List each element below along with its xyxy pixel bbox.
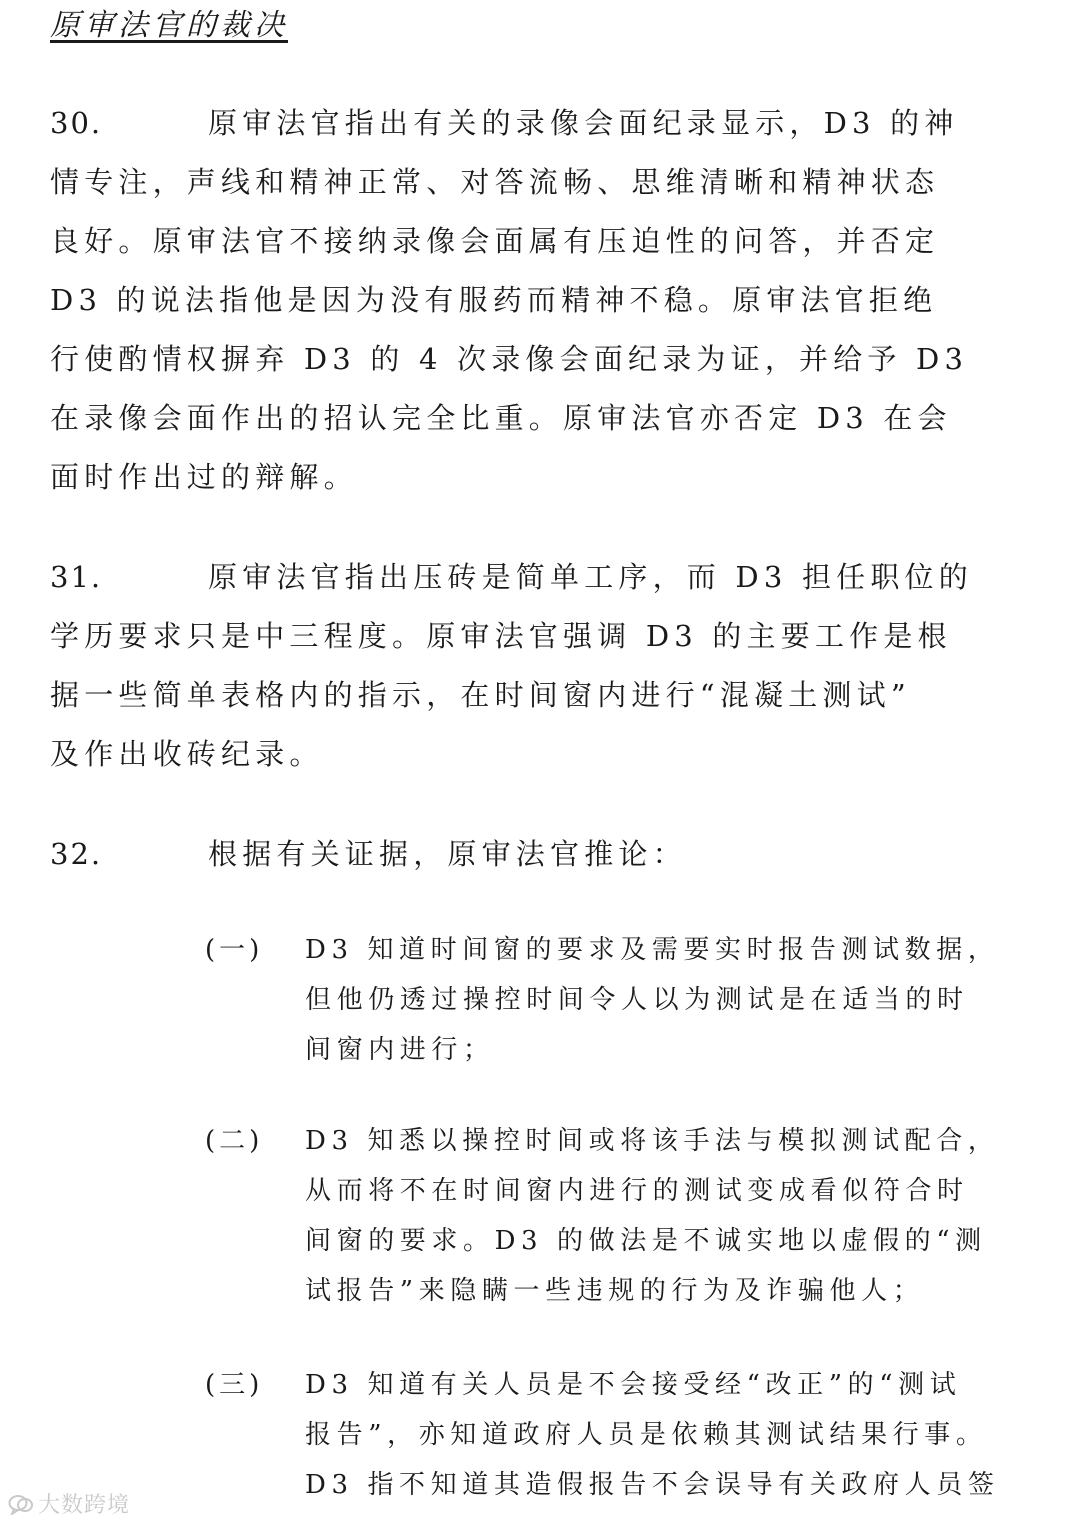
paragraph-number: 30. <box>50 106 103 140</box>
paragraph-32 <box>50 825 1030 884</box>
sub-item-line: D3 知悉以操控时间或将该手法与模拟测试配合， <box>305 1126 1000 1156</box>
sub-item-line: D3 知道有关人员是不会接受经“改正”的“测试 <box>305 1370 962 1400</box>
sub-item-body <box>305 925 1030 1075</box>
paragraph-line: 32. 根据有关证据，原审法官推论： <box>50 825 1030 884</box>
paragraph-line: 据一些简单表格内的指示，在时间窗内进行“混凝土测试” <box>50 678 911 712</box>
sub-item-line: 间窗的要求。D3 的做法是不诚实地以虚假的“测 <box>305 1226 987 1256</box>
sub-item-line: D3 知道时间窗的要求及需要实时报告测试数据， <box>305 935 1000 965</box>
sub-item-body <box>305 1360 1030 1510</box>
section-heading: 原审法官的裁决 <box>50 8 288 43</box>
sub-item-label: (二) <box>205 1126 264 1156</box>
watermark-text: 大数跨境 <box>38 1493 131 1518</box>
paragraph-31 <box>50 548 1030 784</box>
paragraph-line: 面时作出过的辩解。 <box>50 460 358 494</box>
paragraph-number: 32. <box>50 837 103 871</box>
sub-item-label: (一) <box>205 935 264 965</box>
chat-bubble-icon <box>8 1493 34 1515</box>
paragraph-line: 在录像会面作出的招认完全比重。原审法官亦否定 D3 在会 <box>50 401 952 435</box>
paragraph-line: 良好。原审法官不接纳录像会面属有压迫性的问答，并否定 <box>50 224 940 258</box>
sub-item-line: D3 指不知道其造假报告不会误导有关政府人员签 <box>305 1470 1000 1500</box>
paragraph-line: 情专注，声线和精神正常、对答流畅、思维清晰和精神状态 <box>50 165 940 199</box>
sub-item-line: 间窗内进行； <box>305 1035 495 1065</box>
watermark <box>8 1488 130 1519</box>
sub-item-label: (三) <box>205 1370 264 1400</box>
paragraph-30 <box>50 94 1030 507</box>
paragraph-line: 31. 原审法官指出压砖是简单工序，而 D3 担任职位的 <box>50 548 1030 607</box>
sub-item-line: 但他仍透过操控时间令人以为测试是在适当的时 <box>305 985 969 1015</box>
paragraph-line: 及作出收砖纪录。 <box>50 737 324 771</box>
sub-item-line: 报告”，亦知道政府人员是依赖其测试结果行事。 <box>305 1420 988 1450</box>
paragraph-line: D3 的说法指他是因为没有服药而精神不稳。原审法官拒绝 <box>50 283 938 317</box>
sub-item-body <box>305 1116 1030 1316</box>
sub-item-line: 试报告”来隐瞒一些违规的行为及诈骗他人； <box>305 1276 925 1306</box>
paragraph-line: 学历要求只是中三程度。原审法官强调 D3 的主要工作是根 <box>50 619 952 653</box>
paragraph-line: 30. 原审法官指出有关的录像会面纪录显示，D3 的神 <box>50 94 1030 153</box>
paragraph-number: 31. <box>50 560 103 594</box>
sub-item-line: 从而将不在时间窗内进行的测试变成看似符合时 <box>305 1176 969 1206</box>
paragraph-line: 行使酌情权摒弃 D3 的 4 次录像会面纪录为证，并给予 D3 <box>50 342 969 376</box>
